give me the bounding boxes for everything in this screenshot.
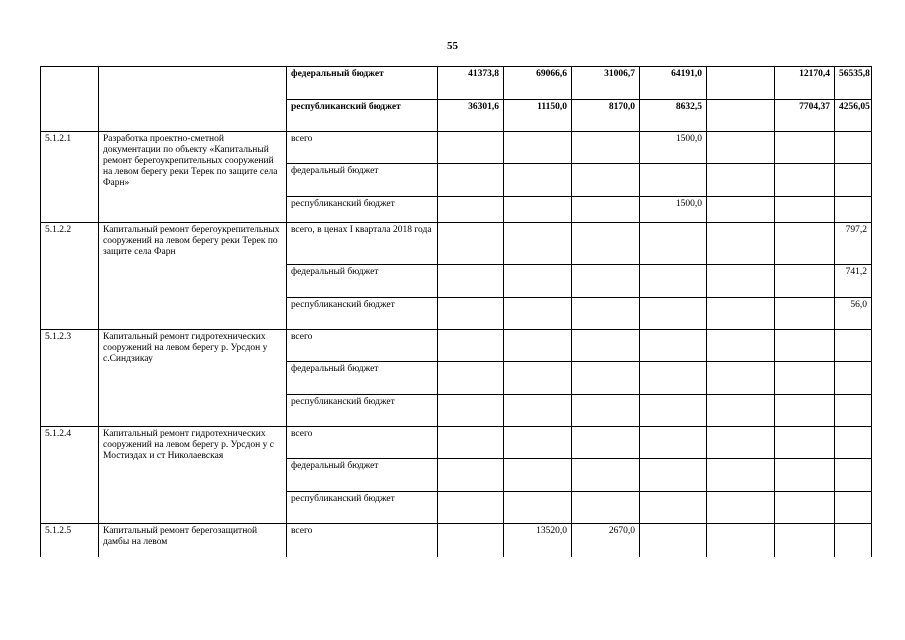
value-cell-5: [707, 492, 775, 524]
budget-label: всего: [287, 132, 438, 164]
table-row: [41, 132, 872, 164]
code-cell-continued: [41, 67, 99, 132]
item-name: Капитальный ремонт гидротехнических сооружений на левом берегу р. Урсдон у с.Синдзикау: [99, 330, 287, 427]
budget-label: федеральный бюджет: [287, 164, 438, 197]
value-cell-1: [438, 164, 504, 197]
value-cell-2: [504, 298, 572, 330]
value-cell-6: [775, 427, 835, 459]
value-cell-1: [438, 100, 504, 132]
value-cell-7: [835, 164, 872, 197]
table-row: [41, 223, 872, 265]
budget-label: всего: [287, 427, 438, 459]
value-cell-1: [438, 265, 504, 298]
value-cell-3: [572, 395, 640, 427]
budget-label: республиканский бюджет: [287, 197, 438, 223]
value-cell-7: [835, 67, 872, 100]
value-cell-7: [835, 197, 872, 223]
value-cell-3: [572, 330, 640, 362]
value-cell-5: [707, 362, 775, 395]
value-text: 8170,0: [608, 102, 635, 112]
budget-label: федеральный бюджет: [287, 265, 438, 298]
value-cell-5: [707, 265, 775, 298]
value-cell-7: [835, 459, 872, 492]
value-cell-4: [640, 164, 707, 197]
value-cell-1: [438, 132, 504, 164]
value-cell-6: [775, 395, 835, 427]
value-text: 11150,0: [537, 102, 567, 112]
value-cell-6: [775, 67, 835, 100]
value-cell-4: [640, 265, 707, 298]
value-cell-7: [835, 395, 872, 427]
value-cell-1: [438, 427, 504, 459]
value-cell-4: [640, 459, 707, 492]
value-cell-6: [775, 459, 835, 492]
value-text: 7704,37: [799, 102, 830, 112]
value-cell-2: [504, 459, 572, 492]
value-text: 797,2: [845, 225, 867, 235]
budget-label: федеральный бюджет: [287, 362, 438, 395]
value-cell-5: [707, 427, 775, 459]
value-cell-6: [775, 223, 835, 265]
value-cell-1: [438, 67, 504, 100]
page-number: 55: [447, 40, 458, 52]
value-cell-2: [504, 100, 572, 132]
value-text: 36301,6: [468, 102, 499, 112]
value-cell-5: [707, 164, 775, 197]
value-cell-3: [572, 427, 640, 459]
value-text: 64191,0: [671, 69, 702, 79]
value-cell-3: [572, 492, 640, 524]
value-cell-7: [835, 362, 872, 395]
value-cell-1: [438, 395, 504, 427]
value-cell-7: [835, 298, 872, 330]
value-cell-1: [438, 492, 504, 524]
value-cell-3: [572, 197, 640, 223]
value-text: 12170,4: [799, 69, 830, 79]
value-cell-3: [572, 223, 640, 265]
value-text: 1500,0: [675, 134, 702, 144]
value-cell-3: [572, 298, 640, 330]
value-cell-5: [707, 298, 775, 330]
value-cell-5: [707, 459, 775, 492]
value-text: 741,2: [845, 267, 867, 277]
value-cell-1: [438, 298, 504, 330]
value-cell-1: [438, 459, 504, 492]
value-cell-4: [640, 298, 707, 330]
table-row: [41, 524, 872, 557]
value-cell-2: [504, 265, 572, 298]
budget-table: [40, 66, 872, 557]
value-cell-4: [640, 197, 707, 223]
value-text: 41373,8: [468, 69, 499, 79]
value-cell-6: [775, 100, 835, 132]
budget-label: федеральный бюджет: [287, 67, 438, 100]
table-row: [41, 427, 872, 459]
value-cell-1: [438, 330, 504, 362]
value-cell-6: [775, 492, 835, 524]
value-cell-7: [835, 132, 872, 164]
budget-label: всего, в ценах I квартала 2018 года: [287, 223, 438, 265]
name-cell-continued: [99, 67, 287, 132]
value-cell-5: [707, 524, 775, 557]
value-text: 56,0: [850, 300, 867, 310]
item-code: 5.1.2.1: [41, 132, 99, 223]
value-cell-2: [504, 164, 572, 197]
value-cell-2: [504, 492, 572, 524]
value-cell-1: [438, 197, 504, 223]
value-cell-5: [707, 330, 775, 362]
value-text: 31006,7: [604, 69, 635, 79]
value-cell-2: [504, 362, 572, 395]
budget-label: республиканский бюджет: [287, 298, 438, 330]
value-cell-4: [640, 132, 707, 164]
item-code: 5.1.2.4: [41, 427, 99, 524]
value-cell-3: [572, 459, 640, 492]
item-code: 5.1.2.2: [41, 223, 99, 330]
value-cell-2: [504, 223, 572, 265]
value-cell-6: [775, 330, 835, 362]
item-code: 5.1.2.5: [41, 524, 99, 557]
item-name: Капитальный ремонт берегоукрепительных сооружений на левом берегу реки Терек по защите села Фарн: [99, 223, 287, 330]
table-body: [41, 67, 872, 557]
value-cell-1: [438, 223, 504, 265]
value-cell-6: [775, 362, 835, 395]
value-cell-3: [572, 524, 640, 557]
value-cell-6: [775, 132, 835, 164]
value-cell-5: [707, 197, 775, 223]
value-cell-1: [438, 362, 504, 395]
value-cell-5: [707, 132, 775, 164]
value-cell-1: [438, 524, 504, 557]
value-cell-5: [707, 223, 775, 265]
item-name: Разработка проектно-сметной документации по объекту «Капитальный ремонт берегоукрепительных сооружений на левом берегу реки Терек по защите села Фарн»: [99, 132, 287, 223]
value-text: 8632,5: [675, 102, 702, 112]
budget-label: республиканский бюджет: [287, 100, 438, 132]
value-cell-7: [835, 427, 872, 459]
value-cell-2: [504, 197, 572, 223]
item-code: 5.1.2.3: [41, 330, 99, 427]
value-text: 69066,6: [536, 69, 567, 79]
item-name: Капитальный ремонт гидротехнических сооружений на левом берегу р. Урсдон у с Мостиздах и ст Николаевская: [99, 427, 287, 524]
value-cell-4: [640, 100, 707, 132]
budget-label: всего: [287, 524, 438, 557]
value-cell-7: [835, 100, 872, 132]
value-cell-2: [504, 330, 572, 362]
value-cell-4: [640, 67, 707, 100]
value-cell-7: [835, 524, 872, 557]
value-cell-6: [775, 265, 835, 298]
table-row: [41, 330, 872, 362]
value-cell-4: [640, 492, 707, 524]
value-text: 13520,0: [536, 526, 567, 536]
budget-label: всего: [287, 330, 438, 362]
value-cell-7: [835, 330, 872, 362]
value-cell-3: [572, 100, 640, 132]
value-cell-6: [775, 164, 835, 197]
value-cell-3: [572, 132, 640, 164]
value-cell-5: [707, 395, 775, 427]
value-text: 56535,8: [839, 69, 870, 79]
value-cell-6: [775, 298, 835, 330]
budget-label: республиканский бюджет: [287, 395, 438, 427]
value-cell-5: [707, 100, 775, 132]
value-cell-6: [775, 524, 835, 557]
value-cell-7: [835, 223, 872, 265]
value-text: 2670,0: [608, 526, 635, 536]
table-row: [41, 67, 872, 100]
value-cell-6: [775, 197, 835, 223]
value-cell-4: [640, 223, 707, 265]
value-text: 4256,05: [839, 102, 870, 112]
value-cell-3: [572, 67, 640, 100]
value-cell-3: [572, 265, 640, 298]
value-cell-4: [640, 427, 707, 459]
value-cell-5: [707, 67, 775, 100]
budget-label: федеральный бюджет: [287, 459, 438, 492]
value-text: 1500,0: [675, 199, 702, 209]
value-cell-2: [504, 67, 572, 100]
budget-label: республиканский бюджет: [287, 492, 438, 524]
value-cell-4: [640, 395, 707, 427]
value-cell-2: [504, 395, 572, 427]
value-cell-3: [572, 164, 640, 197]
value-cell-2: [504, 524, 572, 557]
value-cell-2: [504, 132, 572, 164]
value-cell-3: [572, 362, 640, 395]
value-cell-4: [640, 362, 707, 395]
value-cell-2: [504, 427, 572, 459]
value-cell-7: [835, 265, 872, 298]
value-cell-7: [835, 492, 872, 524]
value-cell-4: [640, 330, 707, 362]
item-name: Капитальный ремонт берегозащитной дамбы на левом: [99, 524, 287, 557]
value-cell-4: [640, 524, 707, 557]
